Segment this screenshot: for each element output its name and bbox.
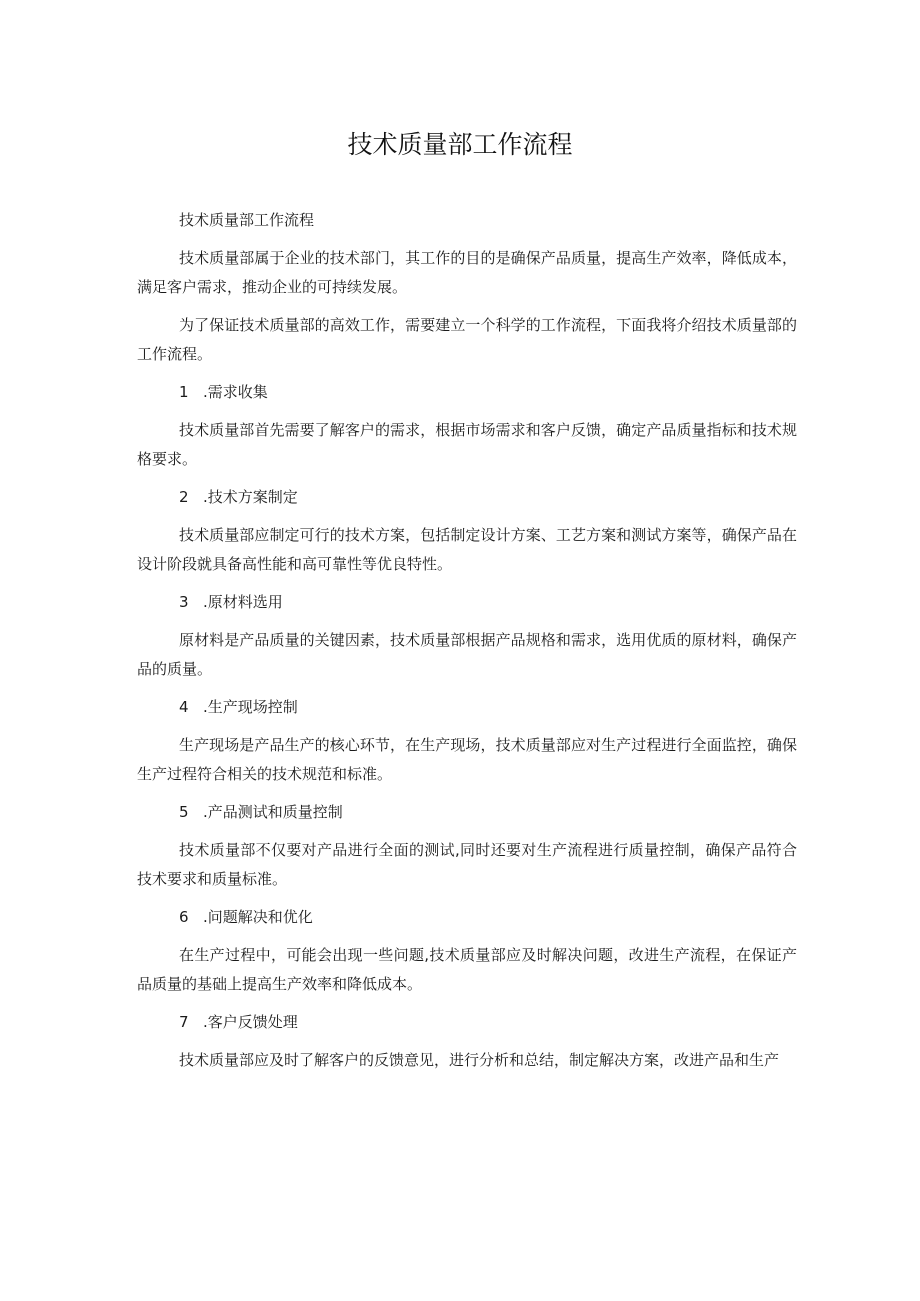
section-title: .客户反馈处理 xyxy=(203,1013,298,1031)
section-number: 7 xyxy=(179,1013,189,1031)
section-heading-4 xyxy=(137,693,797,722)
section-title: .生产现场控制 xyxy=(203,698,298,716)
section-title: .原材料选用 xyxy=(203,593,283,611)
section-title: .技术方案制定 xyxy=(203,488,298,506)
section-body-5: 技术质量部不仅要对产品进行全面的测试,同时还要对生产流程进行质量控制，确保产品符合技术要求和质量标准。 xyxy=(137,841,797,888)
section-body-4: 生产现场是产品生产的核心环节，在生产现场，技术质量部应对生产过程进行全面监控，确保生产过程符合相关的技术规范和标准。 xyxy=(137,736,797,783)
section-body-2: 技术质量部应制定可行的技术方案，包括制定设计方案、工艺方案和测试方案等，确保产品在设计阶段就具备高性能和高可靠性等优良特性。 xyxy=(137,526,797,573)
section-heading-7 xyxy=(137,1008,797,1037)
section-number: 1 xyxy=(179,383,189,401)
document-body xyxy=(137,206,797,1084)
intro-paragraph-2: 为了保证技术质量部的高效工作，需要建立一个科学的工作流程，下面我将介绍技术质量部的工作流程。 xyxy=(137,316,797,363)
section-heading-1 xyxy=(137,378,797,407)
section-heading-3 xyxy=(137,588,797,617)
section-heading-6 xyxy=(137,903,797,932)
section-title: .需求收集 xyxy=(203,383,268,401)
subtitle-paragraph: 技术质量部工作流程 xyxy=(179,211,315,229)
section-number: 4 xyxy=(179,698,189,716)
intro-paragraph-1: 技术质量部属于企业的技术部门，其工作的目的是确保产品质量，提高生产效率，降低成本，满足客户需求，推动企业的可持续发展。 xyxy=(137,249,797,296)
section-number: 2 xyxy=(179,488,189,506)
section-heading-2 xyxy=(137,483,797,512)
section-body-7: 技术质量部应及时了解客户的反馈意见，进行分析和总结，制定解决方案，改进产品和生产 xyxy=(179,1051,780,1069)
section-title: .问题解决和优化 xyxy=(203,908,313,926)
section-number: 6 xyxy=(179,908,189,926)
section-body-6: 在生产过程中，可能会出现一些问题,技术质量部应及时解决问题，改进生产流程，在保证产品质量的基础上提高生产效率和降低成本。 xyxy=(137,946,797,993)
section-number: 3 xyxy=(179,593,189,611)
document-title: 技术质量部工作流程 xyxy=(347,130,573,159)
section-title: .产品测试和质量控制 xyxy=(203,803,343,821)
section-heading-5 xyxy=(137,798,797,827)
section-body-1: 技术质量部首先需要了解客户的需求，根据市场需求和客户反馈，确定产品质量指标和技术规格要求。 xyxy=(137,421,797,468)
section-body-3: 原材料是产品质量的关键因素，技术质量部根据产品规格和需求，选用优质的原材料，确保产品的质量。 xyxy=(137,631,797,678)
section-number: 5 xyxy=(179,803,189,821)
